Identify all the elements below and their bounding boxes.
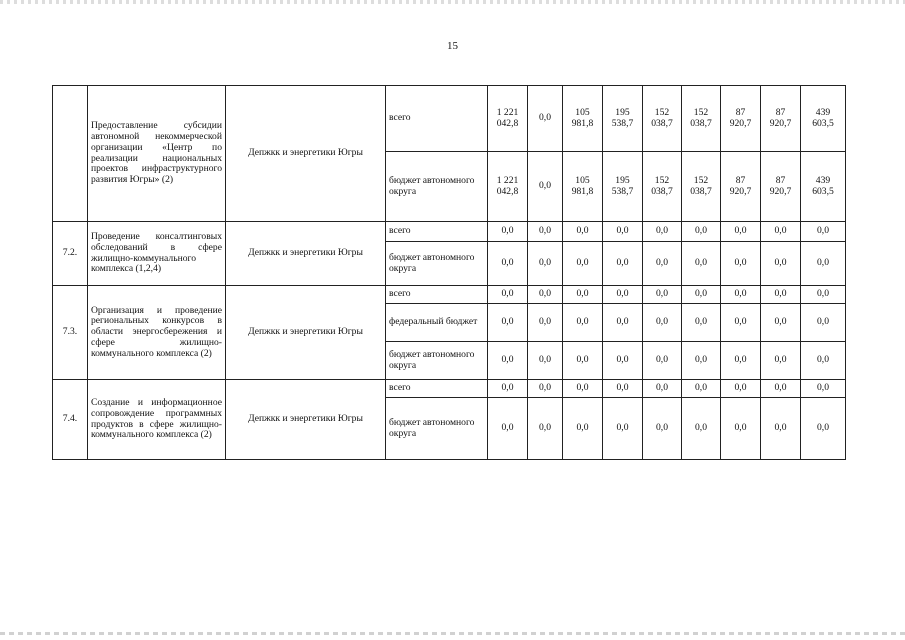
amount-cell: 0,0 <box>563 286 603 304</box>
measure-name: Создание и информационное сопровождение программных продуктов в сфере жилищно-коммунального комплекса (2) <box>88 380 226 460</box>
row-number: 7.3. <box>53 286 88 380</box>
amount-cell: 0,0 <box>682 398 721 460</box>
amount-cell: 152 038,7 <box>643 86 682 152</box>
amount-cell: 0,0 <box>643 222 682 242</box>
amount-cell: 0,0 <box>801 222 846 242</box>
funding-source: бюджет автономного округа <box>386 152 488 222</box>
amount-cell: 0,0 <box>761 304 801 342</box>
amount-cell: 0,0 <box>563 380 603 398</box>
amount-cell: 0,0 <box>643 342 682 380</box>
amount-cell: 0,0 <box>488 304 528 342</box>
amount-cell: 152 038,7 <box>682 86 721 152</box>
amount-cell: 0,0 <box>603 380 643 398</box>
funding-source: всего <box>386 380 488 398</box>
amount-cell: 152 038,7 <box>682 152 721 222</box>
amount-cell: 0,0 <box>563 398 603 460</box>
table-row <box>53 86 846 152</box>
executor-name: Депжкк и энергетики Югры <box>226 86 386 222</box>
measure-name: Организация и проведение региональных конкурсов в области энергосбережения и сфере жилищно-коммунального комплекса (2) <box>88 286 226 380</box>
executor-name: Депжкк и энергетики Югры <box>226 380 386 460</box>
table-row <box>53 380 846 398</box>
funding-source: всего <box>386 222 488 242</box>
amount-cell: 0,0 <box>528 398 563 460</box>
funding-source: бюджет автономного округа <box>386 342 488 380</box>
amount-cell: 1 221 042,8 <box>488 86 528 152</box>
budget-table <box>52 85 846 460</box>
amount-cell: 0,0 <box>603 286 643 304</box>
amount-cell: 0,0 <box>721 398 761 460</box>
amount-cell: 0,0 <box>721 222 761 242</box>
amount-cell: 0,0 <box>643 242 682 286</box>
amount-cell: 0,0 <box>488 242 528 286</box>
funding-source: всего <box>386 286 488 304</box>
amount-cell: 0,0 <box>761 242 801 286</box>
amount-cell: 0,0 <box>721 242 761 286</box>
amount-cell: 0,0 <box>761 342 801 380</box>
amount-cell: 0,0 <box>682 222 721 242</box>
executor-name: Депжкк и энергетики Югры <box>226 286 386 380</box>
amount-cell: 87 920,7 <box>721 86 761 152</box>
amount-cell: 0,0 <box>563 304 603 342</box>
row-number <box>53 86 88 222</box>
table-body <box>53 86 846 460</box>
amount-cell: 0,0 <box>801 398 846 460</box>
amount-cell: 0,0 <box>721 304 761 342</box>
amount-cell: 0,0 <box>801 304 846 342</box>
scan-edge-top <box>0 0 905 4</box>
amount-cell: 0,0 <box>488 222 528 242</box>
amount-cell: 0,0 <box>643 398 682 460</box>
amount-cell: 0,0 <box>528 304 563 342</box>
amount-cell: 1 221 042,8 <box>488 152 528 222</box>
page-number: 15 <box>447 40 458 52</box>
amount-cell: 0,0 <box>528 380 563 398</box>
amount-cell: 0,0 <box>682 380 721 398</box>
amount-cell: 0,0 <box>682 286 721 304</box>
amount-cell: 0,0 <box>721 380 761 398</box>
amount-cell: 0,0 <box>603 342 643 380</box>
funding-source: бюджет автономного округа <box>386 242 488 286</box>
amount-cell: 0,0 <box>801 242 846 286</box>
amount-cell: 0,0 <box>721 342 761 380</box>
amount-cell: 0,0 <box>563 342 603 380</box>
measure-name: Проведение консалтинговых обследований в сфере жилищно-коммунального комплекса (1,2,4) <box>88 222 226 286</box>
amount-cell: 0,0 <box>563 242 603 286</box>
amount-cell: 0,0 <box>761 380 801 398</box>
amount-cell: 0,0 <box>761 222 801 242</box>
amount-cell: 439 603,5 <box>801 152 846 222</box>
funding-source: бюджет автономного округа <box>386 398 488 460</box>
amount-cell: 0,0 <box>761 398 801 460</box>
amount-cell: 0,0 <box>528 342 563 380</box>
amount-cell: 0,0 <box>643 286 682 304</box>
amount-cell: 0,0 <box>761 286 801 304</box>
amount-cell: 195 538,7 <box>603 86 643 152</box>
amount-cell: 0,0 <box>721 286 761 304</box>
amount-cell: 0,0 <box>488 380 528 398</box>
amount-cell: 439 603,5 <box>801 86 846 152</box>
amount-cell: 0,0 <box>528 242 563 286</box>
amount-cell: 152 038,7 <box>643 152 682 222</box>
amount-cell: 0,0 <box>603 242 643 286</box>
amount-cell: 0,0 <box>801 380 846 398</box>
amount-cell: 87 920,7 <box>761 152 801 222</box>
amount-cell: 0,0 <box>682 342 721 380</box>
table-row <box>53 222 846 242</box>
amount-cell: 0,0 <box>528 152 563 222</box>
funding-source: всего <box>386 86 488 152</box>
scan-edge-bottom <box>0 632 905 635</box>
table-row <box>53 286 846 304</box>
row-number: 7.4. <box>53 380 88 460</box>
executor-name: Депжкк и энергетики Югры <box>226 222 386 286</box>
amount-cell: 0,0 <box>488 342 528 380</box>
amount-cell: 0,0 <box>643 380 682 398</box>
amount-cell: 0,0 <box>528 286 563 304</box>
amount-cell: 105 981,8 <box>563 152 603 222</box>
amount-cell: 0,0 <box>682 242 721 286</box>
amount-cell: 0,0 <box>603 222 643 242</box>
amount-cell: 0,0 <box>643 304 682 342</box>
amount-cell: 87 920,7 <box>761 86 801 152</box>
amount-cell: 195 538,7 <box>603 152 643 222</box>
amount-cell: 0,0 <box>563 222 603 242</box>
amount-cell: 0,0 <box>603 398 643 460</box>
amount-cell: 0,0 <box>603 304 643 342</box>
amount-cell: 0,0 <box>488 286 528 304</box>
funding-source: федеральный бюджет <box>386 304 488 342</box>
amount-cell: 0,0 <box>682 304 721 342</box>
measure-name: Предоставление субсидии автономной некоммерческой организации «Центр по реализации национальных проектов инфраструктурного развития Югры» (2) <box>88 86 226 222</box>
amount-cell: 87 920,7 <box>721 152 761 222</box>
amount-cell: 0,0 <box>801 342 846 380</box>
amount-cell: 0,0 <box>801 286 846 304</box>
amount-cell: 0,0 <box>488 398 528 460</box>
row-number: 7.2. <box>53 222 88 286</box>
amount-cell: 105 981,8 <box>563 86 603 152</box>
amount-cell: 0,0 <box>528 86 563 152</box>
amount-cell: 0,0 <box>528 222 563 242</box>
